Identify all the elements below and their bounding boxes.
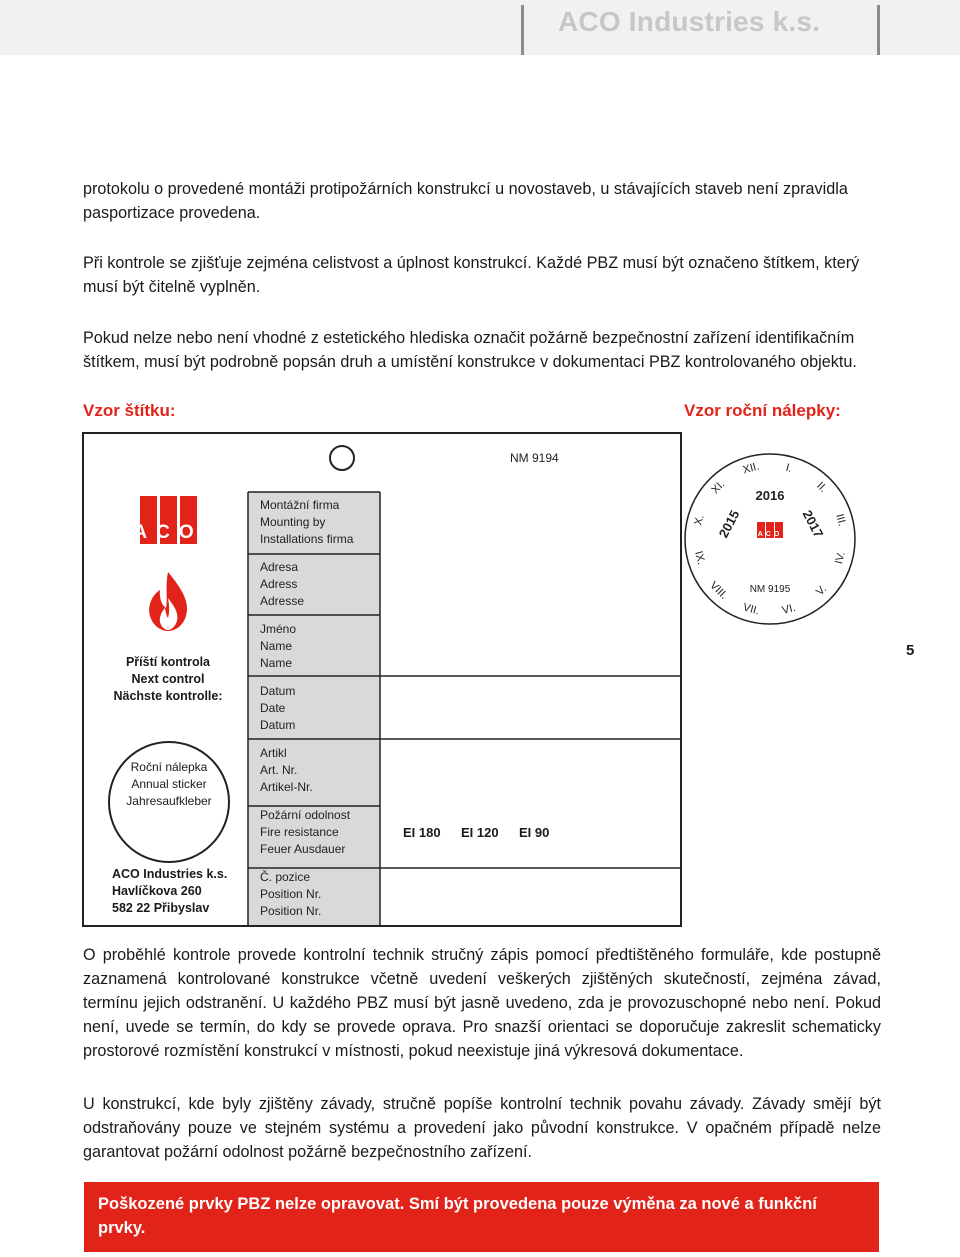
aco-logo — [133, 496, 202, 544]
punch-hole — [330, 446, 354, 470]
fire-rating-ei180: EI 180 — [403, 825, 441, 840]
month-label: IX. — [692, 549, 708, 566]
month-label: VI. — [780, 601, 797, 617]
field-article: Artikl Art. Nr. Artikel-Nr. — [260, 746, 313, 794]
flame-icon — [149, 572, 187, 631]
header-divider-left — [521, 5, 524, 55]
sticker-nm-code: NM 9195 — [749, 584, 791, 595]
notice-box: Poškozené prvky PBZ nelze opravovat. Smí být provedena pouze výměna za nové a funkční prvky. — [84, 1182, 879, 1252]
field-name: Jméno Name Name — [260, 622, 297, 670]
month-label: II. — [814, 479, 830, 495]
month-label: IV. — [833, 550, 848, 566]
year-2015: 2015 — [715, 507, 743, 541]
annual-sticker-circle: Roční nálepka Annual sticker Jahresaufkleber — [108, 741, 230, 863]
year-2016: 2016 — [755, 488, 785, 503]
header-title: ACO Industries k.s. — [558, 6, 821, 37]
sticker-aco-logo — [757, 522, 783, 538]
label-sample-heading: Vzor štítku: — [83, 401, 176, 420]
month-label: V. — [813, 582, 830, 599]
next-control-label: Příští kontrola Next control Nächste kontrolle: — [113, 655, 223, 703]
page-number: 5 — [906, 642, 915, 659]
fire-rating-ei120: EI 120 — [461, 825, 499, 840]
month-label: III. — [833, 512, 848, 528]
month-label: X. — [692, 513, 707, 527]
field-mounting-firm: Montážní firma Mounting by Installations firma — [260, 498, 354, 546]
header-divider-right — [877, 5, 880, 55]
field-position: Č. pozice Position Nr. Position Nr. — [260, 870, 322, 918]
svg-text:ACO: ACO — [133, 522, 203, 543]
paragraph-1: protokolu o provedené montáži protipožárních konstrukcí u novostaveb, u stávajících staveb není zpravidla pasportizace provedena. — [83, 180, 848, 222]
paragraph-2: Při kontrole se zjišťuje zejména celistvost a úplnost konstrukcí. Každé PBZ musí být označeno štítkem, který musí být čitelně vyplněn. — [83, 254, 860, 296]
label-nm-code: NM 9194 — [510, 451, 559, 465]
annual-sticker-sample — [683, 452, 857, 626]
sticker-sample-heading: Vzor roční nálepky: — [684, 401, 841, 420]
svg-text:ACO: ACO — [757, 531, 783, 538]
page-header — [0, 0, 960, 55]
field-address: Adresa Adress Adresse — [260, 560, 305, 608]
month-label: I. — [784, 461, 794, 475]
manufacturer-address: ACO Industries k.s. Havlíčkova 260 582 22 Přibyslav — [112, 867, 228, 915]
fire-rating-ei90: EI 90 — [519, 825, 550, 840]
paragraph-5: U konstrukcí, kde byly zjištěny závady, stručně popíše kontrolní technik povahu závady. Závady smějí být odstraňovány pouze ve stejném systému a provedení jako původní konstrukce. V opačném případě nelze garantovat požární odolnost požárně bezpečnostního zařízení. — [83, 1095, 881, 1161]
field-fire-resistance: Požární odolnost Fire resistance Feuer Ausdauer — [260, 808, 351, 856]
paragraph-4: O proběhlé kontrole provede kontrolní technik stručný zápis pomocí předtištěného formuláře, kde postupně zaznamená kontrolované konstrukce včetně uvedení veškerých zjištěných skutečností, zejména závad, termínu jejich odstranění. U každého PBZ musí být jasně uvedeno, zda je provozuschopné nebo není. Pokud není, uvede se termín, do kdy se provede oprava. Pro snazší orientaci se doporučuje zakreslit schematicky prostorové rozmístění konstrukcí v místnosti, pokud neexistuje jiná výkresová dokumentace. — [83, 946, 881, 1060]
month-label: VIII. — [707, 579, 730, 602]
field-date: Datum Date Datum — [260, 684, 296, 732]
month-label: XI. — [709, 478, 728, 497]
month-label: XII. — [741, 460, 761, 477]
paragraph-3: Pokud nelze nebo není vhodné z estetického hlediska označit požárně bezpečnostní zařízení identifikačním štítkem, musí být podrobně popsán druh a umístění konstrukce v dokumentaci PBZ kontrolovaného objektu. — [83, 329, 857, 371]
year-2017: 2017 — [799, 507, 827, 541]
month-label: VII. — [741, 601, 761, 618]
